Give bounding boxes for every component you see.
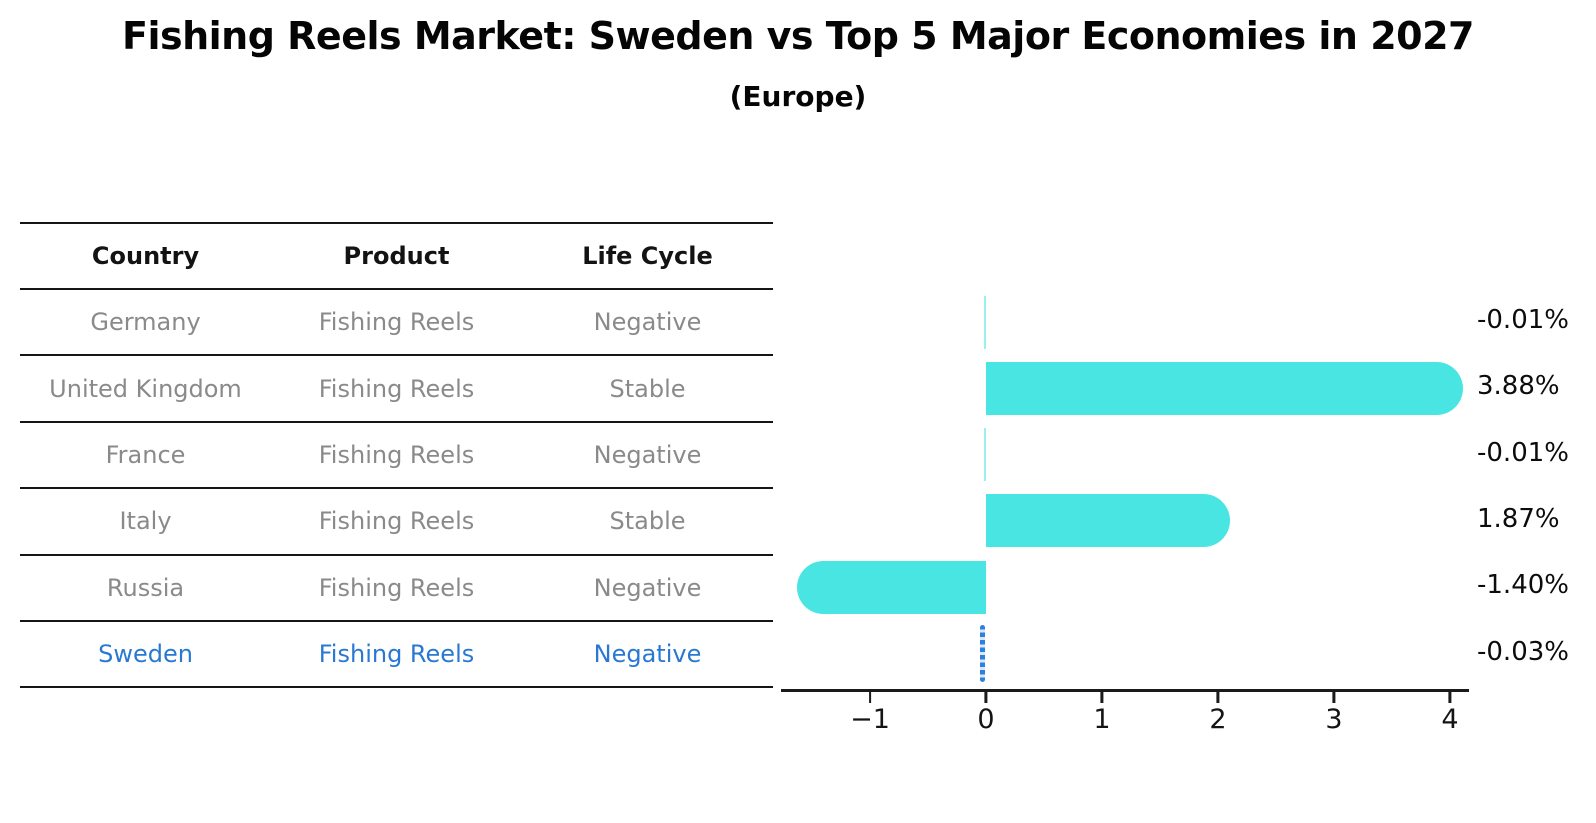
tick-mark (1449, 692, 1452, 703)
value-label-russia: -1.40% (1477, 570, 1569, 601)
bar-italy (986, 494, 1230, 547)
column-header-life-cycle: Life Cycle (582, 242, 713, 270)
tick-label: 4 (1441, 704, 1459, 735)
chart-subtitle: (Europe) (729, 80, 867, 113)
bar-germany (984, 296, 986, 349)
tick-label: 0 (977, 704, 995, 735)
country-cell: Sweden (98, 640, 193, 669)
table-row-italy (20, 489, 773, 555)
country-cell: France (105, 440, 186, 469)
x-tick-0 (977, 692, 994, 735)
life-cycle-cell: Stable (609, 374, 686, 403)
bar-russia (797, 561, 986, 614)
value-label-france: -0.01% (1477, 437, 1569, 468)
life-cycle-cell: Negative (593, 640, 702, 669)
bar-united-kingdom (986, 362, 1463, 415)
life-cycle-cell: Negative (593, 308, 702, 337)
table-header-row (20, 224, 773, 290)
column-header-country: Country (91, 242, 200, 270)
x-tick-3 (1325, 692, 1342, 735)
product-cell: Fishing Reels (318, 308, 475, 337)
product-cell: Fishing Reels (318, 440, 475, 469)
tick-label: 1 (1093, 704, 1111, 735)
country-cell: Italy (119, 507, 172, 536)
tick-label: −1 (850, 704, 890, 735)
tick-label: 3 (1325, 704, 1343, 735)
tick-mark (1217, 692, 1220, 703)
product-cell: Fishing Reels (318, 640, 475, 669)
table-row-france (20, 423, 773, 489)
value-label-sweden: -0.03% (1477, 636, 1569, 667)
table-row-russia (20, 556, 773, 622)
life-cycle-cell: Stable (609, 507, 686, 536)
value-label-germany: -0.01% (1477, 305, 1569, 335)
life-cycle-cell: Negative (593, 440, 702, 469)
country-cell: United Kingdom (49, 374, 242, 403)
country-cell: Germany (90, 308, 201, 337)
value-label-italy: 1.87% (1477, 503, 1560, 534)
product-cell: Fishing Reels (318, 573, 475, 602)
tick-mark (1333, 692, 1336, 703)
product-cell: Fishing Reels (318, 507, 475, 536)
x-tick-4 (1441, 692, 1458, 735)
x-tick-1 (1093, 692, 1110, 735)
table-row-sweden (20, 622, 773, 688)
bar-sweden-dotted-marker (980, 625, 985, 682)
country-table (20, 222, 773, 688)
product-cell: Fishing Reels (318, 374, 475, 403)
tick-mark (985, 692, 988, 703)
chart-title: Fishing Reels Market: Sweden vs Top 5 Major Economies in 2027 (122, 14, 1474, 58)
bar-france (984, 428, 986, 481)
value-label-united-kingdom: 3.88% (1477, 371, 1560, 402)
tick-mark (1101, 692, 1104, 703)
table-row-germany (20, 290, 773, 356)
tick-label: 2 (1209, 704, 1227, 735)
x-tick-minus1 (850, 692, 890, 735)
column-header-product: Product (343, 242, 450, 270)
table-row-united-kingdom (20, 356, 773, 422)
x-tick-2 (1209, 692, 1226, 735)
life-cycle-cell: Negative (593, 573, 702, 602)
country-cell: Russia (106, 573, 185, 602)
tick-mark (869, 692, 872, 703)
